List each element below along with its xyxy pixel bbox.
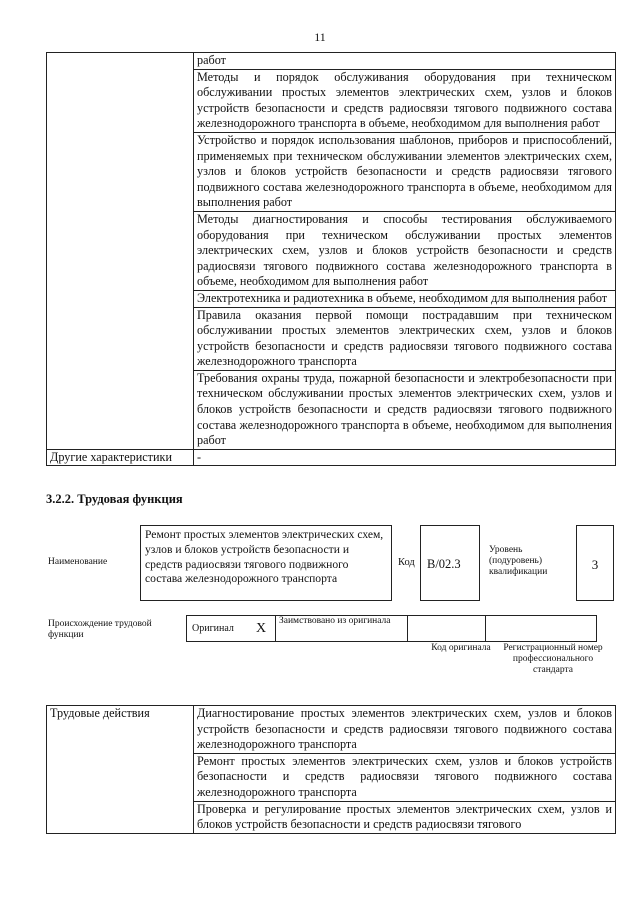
origin-label: Происхождение трудовой функции bbox=[48, 619, 152, 640]
action-item: Проверка и регулирование простых элементов электрических схем, узлов и блоков устройств безопасности и средств радиосвязи тягового bbox=[194, 801, 616, 833]
table-row bbox=[47, 53, 616, 70]
actions-label: Трудовые действия bbox=[47, 706, 194, 834]
other-characteristics-label: Другие характеристики bbox=[47, 449, 194, 466]
code-original-caption: Код оригинала bbox=[431, 643, 491, 653]
knowledge-item: Методы и порядок обслуживания оборудования при техническом обслуживании простых элементов электрических схем, узлов и блоков устройств безопасности и средств радиосвязи тягового подвижного состава железнодорожного транспорта в объеме, необходимом для выполнения работ bbox=[194, 69, 616, 132]
origin-table bbox=[186, 615, 597, 642]
reg-number-cell bbox=[486, 616, 597, 642]
original-mark: X bbox=[247, 616, 276, 642]
other-characteristics-value: - bbox=[194, 449, 616, 466]
action-item: Ремонт простых элементов электрических схем, узлов и блоков устройств безопасности и средств радиосвязи тягового подвижного состава железнодорожного транспорта bbox=[194, 753, 616, 801]
knowledge-item: Электротехника и радиотехника в объеме, необходимом для выполнения работ bbox=[194, 290, 616, 307]
level-label: Уровень (подуровень) квалификации bbox=[489, 545, 548, 577]
knowledge-item: Методы диагностирования и способы тестирования обслуживаемого оборудования при техническом обслуживании простых элементов электрических схем, узлов и блоков устройств безопасности и средств радиосвязи тягового подвижного состава железнодорожного транспорта в объеме, необходимом для выполнения работ bbox=[194, 211, 616, 290]
action-item: Диагностирование простых элементов электрических схем, узлов и блоков устройств безопасности и средств радиосвязи тягового подвижного состава железнодорожного транспорта bbox=[194, 706, 616, 754]
actions-table bbox=[46, 705, 616, 834]
knowledge-item: Устройство и порядок использования шаблонов, приборов и приспособлений, применяемых при техническом обслуживании элементов электрических схем, узлов и блоков устройств безопасности и средств радиосвязи тягового подвижного состава железнодорожного транспорта в объеме, необходимом для выполнения работ bbox=[194, 132, 616, 211]
name-label: Наименование bbox=[48, 557, 108, 567]
original-label: Оригинал bbox=[187, 616, 248, 642]
knowledge-item: работ bbox=[194, 53, 616, 70]
reg-number-caption: Регистрационный номер профессионального стандарта bbox=[503, 643, 603, 675]
page-number: 11 bbox=[314, 30, 326, 44]
knowledge-item: Правила оказания первой помощи пострадавшим при техническом обслуживании простых элементов электрических схем, узлов и блоков устройств безопасности и средств радиосвязи тягового подвижного состава железнодорожного транспорта bbox=[194, 307, 616, 370]
code-original-cell bbox=[408, 616, 486, 642]
knowledge-table bbox=[46, 52, 616, 466]
borrowed-label: Заимствовано из оригинала bbox=[276, 616, 408, 642]
function-code: B/02.3 bbox=[420, 525, 480, 601]
knowledge-item: Требования охраны труда, пожарной безопасности и электробезопасности при техническом обслуживании простых элементов электрических схем, узлов и блоков устройств безопасности и средств радиосвязи тягового подвижного состава железнодорожного транспорта в объеме, необходимом для выполнения работ bbox=[194, 370, 616, 449]
section-heading: 3.2.2. Трудовая функция bbox=[46, 492, 183, 506]
level-value: 3 bbox=[576, 525, 614, 601]
code-label: Код bbox=[398, 557, 415, 568]
empty-label-cell bbox=[47, 53, 194, 450]
table-row bbox=[47, 706, 616, 754]
function-name: Ремонт простых элементов электрических схем, узлов и блоков устройств безопасности и средств радиосвязи тягового подвижного состава железнодорожного транспорта bbox=[140, 525, 392, 601]
table-row bbox=[47, 449, 616, 466]
